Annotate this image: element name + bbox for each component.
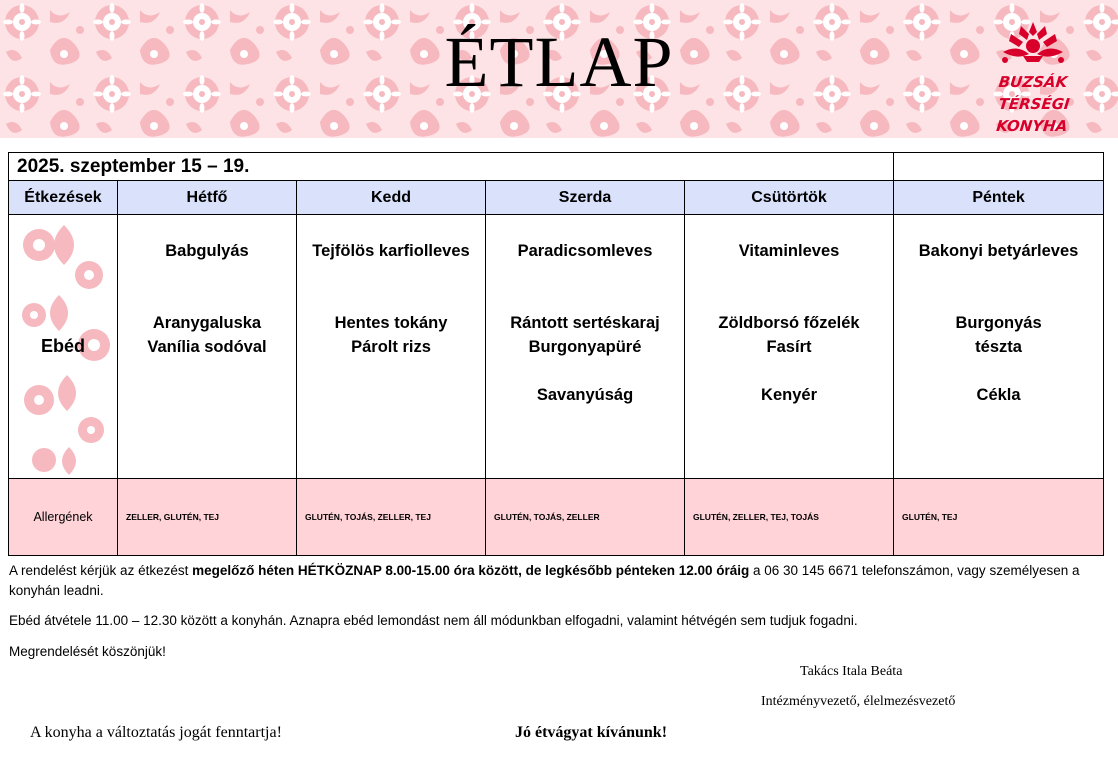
footer-wish: Jó étvágyat kívánunk! [515, 724, 668, 741]
soup: Babgulyás [165, 242, 249, 260]
main-dish: Burgonyás [955, 314, 1042, 332]
week-date: 2025. szeptember 15 – 19. [9, 153, 894, 181]
folk-flower-icon [993, 18, 1073, 66]
soup: Bakonyi betyárleves [918, 242, 1079, 260]
logo-line-2: TÉRSÉGI KONYHA [995, 95, 1071, 135]
lunch-monday [118, 215, 297, 479]
logo-line-1: BUZSÁK [997, 73, 1069, 91]
header-day-tuesday: Kedd [297, 181, 486, 215]
main-dish-2: Vanília sodóval [147, 338, 267, 356]
order-note-c: a 06 30 145 6671 telefonszámon, vagy személyesen a konyhán leadni. [9, 563, 1080, 598]
empty-cell [894, 153, 1104, 181]
main-dish: Zöldborsó főzelék [718, 314, 860, 332]
lunch-tuesday [297, 215, 486, 479]
header-day-thursday: Csütörtök [685, 181, 894, 215]
allergens-monday: ZELLER, GLUTÉN, TEJ [118, 479, 297, 556]
side-dish: Cékla [976, 386, 1021, 404]
footer-disclaimer: A konyha a változtatás jogát fenntartja! [30, 724, 282, 741]
logo [978, 18, 1088, 135]
main-dish-2: Fasírt [766, 338, 812, 356]
page-title: ÉTLAP [444, 22, 674, 102]
main-dish-2: tészta [975, 338, 1022, 356]
header-day-friday: Péntek [894, 181, 1104, 215]
header-day-wednesday: Szerda [486, 181, 685, 215]
lunch-label-cell [9, 215, 118, 479]
lunch-wednesday [486, 215, 685, 479]
allergens-wednesday: GLUTÉN, TOJÁS, ZELLER [486, 479, 685, 556]
side-dish: Savanyúság [536, 386, 634, 404]
lunch-label: Ebéd [40, 336, 85, 356]
allergens-tuesday: GLUTÉN, TOJÁS, ZELLER, TEJ [297, 479, 486, 556]
menu-table [8, 152, 1104, 556]
main-dish: Aranygaluska [152, 314, 262, 332]
signature-role: Intézményvezető, élelmezésvezető [761, 694, 956, 709]
thanks-note: Megrendelését köszönjük! [9, 644, 166, 659]
order-note [9, 561, 1104, 600]
main-dish: Rántott sertéskaraj [510, 314, 660, 332]
main-dish-2: Párolt rizs [351, 338, 431, 356]
lunch-friday [894, 215, 1104, 479]
main-dish-2: Burgonyapüré [528, 338, 642, 356]
main-dish: Hentes tokány [334, 314, 448, 332]
order-note-bold: megelőző héten HÉTKÖZNAP 8.00-15.00 óra között, de legkésőbb pénteken 12.00 óráig [192, 563, 750, 578]
header-day-monday: Hétfő [118, 181, 297, 215]
soup: Tejfölös karfiolleves [312, 242, 470, 260]
signature-name: Takács Itala Beáta [800, 664, 903, 679]
allergens-label: Allergének [9, 479, 118, 556]
header-meals: Étkezések [9, 181, 118, 215]
lunch-thursday [685, 215, 894, 479]
allergens-friday: GLUTÉN, TEJ [894, 479, 1104, 556]
order-note-a: A rendelést kérjük az étkezést [9, 563, 193, 578]
side-dish: Kenyér [761, 386, 817, 404]
pickup-note: Ebéd átvétele 11.00 – 12.30 között a konyhán. Aznapra ebéd lemondást nem áll módunkban elfogadni, valamint hétvégén sem tudjuk fogadni. [9, 613, 858, 628]
soup: Vitaminleves [738, 242, 840, 260]
soup: Paradicsomleves [517, 242, 653, 260]
allergens-thursday: GLUTÉN, ZELLER, TEJ, TOJÁS [685, 479, 894, 556]
